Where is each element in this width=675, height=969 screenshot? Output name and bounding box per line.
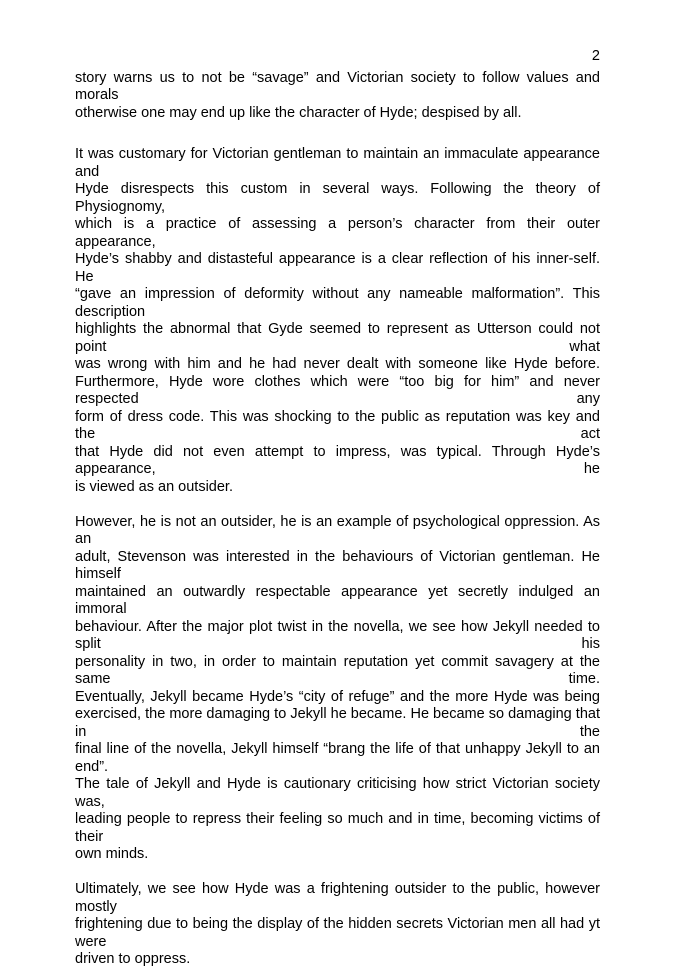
text-line: Hyde’s shabby and distasteful appearance is a clear reflection of his inner-self. He	[75, 251, 600, 285]
text-line: However, he is not an outsider, he is an example of psychological oppression. As an	[75, 513, 600, 547]
text-line: otherwise one may end up like the character of Hyde; despised by all.	[75, 104, 522, 121]
paragraph-3	[75, 514, 600, 864]
text-line: Hyde disrespects this custom in several ways. Following the theory of Physiognomy,	[75, 181, 600, 215]
text-line: behaviour. After the major plot twist in the novella, we see how Jekyll needed to split his	[75, 618, 600, 652]
text-line: adult, Stevenson was interested in the behaviours of Victorian gentleman. He himself	[75, 548, 600, 582]
text-line: It was customary for Victorian gentleman to maintain an immaculate appearance and	[75, 146, 600, 180]
text-line: highlights the abnormal that Gyde seemed to represent as Utterson could not point what	[75, 321, 600, 355]
text-line: frightening due to being the display of the hidden secrets Victorian men all had yt were	[75, 916, 600, 950]
text-line: is viewed as an outsider.	[75, 478, 233, 495]
text-line: form of dress code. This was shocking to the public as reputation was key and the act	[75, 408, 600, 442]
text-line: story warns us to not be “savage” and Victorian society to follow values and morals	[75, 69, 600, 103]
text-line: maintained an outwardly respectable appearance yet secretly indulged an immoral	[75, 583, 600, 617]
text-line: personality in two, in order to maintain reputation yet commit savagery at the same time.	[75, 653, 600, 687]
paragraph-1	[75, 70, 600, 123]
text-line: final line of the novella, Jekyll himself “brang the life of that unhappy Jekyll to an end”.	[75, 741, 600, 775]
text-line: Eventually, Jekyll became Hyde’s “city of refuge” and the more Hyde was being	[75, 688, 600, 705]
page-number: 2	[591, 48, 600, 64]
text-line: Furthermore, Hyde wore clothes which were “too big for him” and never respected any	[75, 373, 600, 407]
text-line: own minds.	[75, 846, 149, 862]
text-line: “gave an impression of deformity without any nameable malformation”. This description	[75, 286, 600, 320]
text-line: that Hyde did not even attempt to impress, was typical. Through Hyde’s appearance, he	[75, 443, 600, 477]
text-line: driven to oppress.	[75, 951, 191, 967]
text-line: Ultimately, we see how Hyde was a frightening outsider to the public, however mostly	[75, 881, 600, 915]
text-line: exercised, the more damaging to Jekyll he became. He became so damaging that in the	[75, 706, 600, 740]
essay-body	[75, 70, 600, 969]
paragraph-4	[75, 881, 600, 969]
text-line: leading people to repress their feeling so much and in time, becoming victims of their	[75, 811, 600, 845]
paragraph-2	[75, 146, 600, 496]
text-line: The tale of Jekyll and Hyde is cautionary criticising how strict Victorian society was,	[75, 776, 600, 810]
text-line: was wrong with him and he had never dealt with someone like Hyde before.	[75, 356, 600, 372]
text-line: which is a practice of assessing a person’s character from their outer appearance,	[75, 216, 600, 250]
